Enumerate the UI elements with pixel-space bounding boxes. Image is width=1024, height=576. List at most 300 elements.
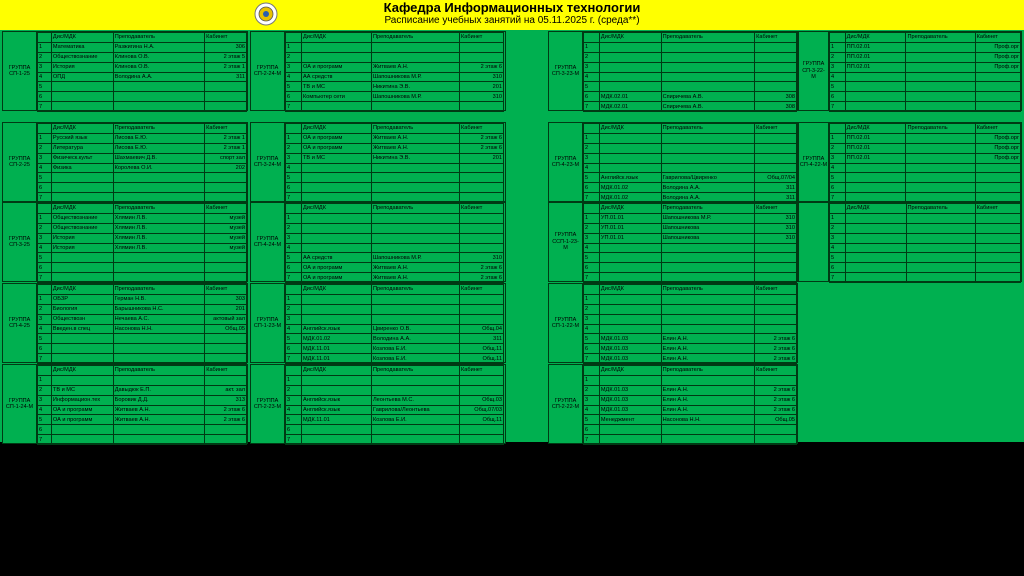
column-header: Преподаватель: [372, 204, 460, 214]
period-number: 6: [286, 263, 302, 273]
teacher-cell: [372, 425, 460, 435]
group-block: [250, 283, 506, 363]
table-row: [830, 102, 1021, 112]
table-header-row: [830, 33, 1021, 43]
room-cell: [975, 102, 1020, 112]
schedule-table: [583, 365, 797, 445]
table-row: [286, 314, 504, 324]
subject-cell: ОА и программ: [51, 405, 113, 415]
room-cell: [460, 42, 504, 52]
header-cell-empty: [830, 204, 846, 214]
period-number: 4: [830, 163, 846, 173]
table-row: [584, 153, 797, 163]
subject-cell: [845, 72, 906, 82]
teacher-cell: [113, 435, 204, 445]
teacher-cell: [661, 72, 755, 82]
room-cell: [975, 263, 1020, 273]
subject-cell: ПП.02.01: [845, 153, 906, 163]
room-cell: 311: [205, 72, 247, 82]
subject-cell: [599, 425, 661, 435]
table-header-row: [38, 285, 247, 295]
table-row: [286, 133, 504, 143]
room-cell: [975, 273, 1020, 283]
period-number: 2: [584, 52, 600, 62]
subject-cell: Английск.язык: [599, 173, 661, 183]
table-row: [584, 435, 797, 445]
teacher-cell: [661, 324, 755, 334]
subject-cell: МДК.01.02: [599, 183, 661, 193]
table-row: [38, 294, 247, 304]
column-header: Преподаватель: [372, 366, 460, 376]
room-cell: 2 этаж 5: [205, 52, 247, 62]
period-number: 6: [38, 92, 52, 102]
header-cell-empty: [38, 33, 52, 43]
subject-cell: МДК.02.01: [599, 92, 661, 102]
teacher-cell: [372, 375, 460, 385]
room-cell: [975, 183, 1020, 193]
schedule-area: [0, 30, 1024, 442]
subject-cell: [599, 263, 661, 273]
teacher-cell: [372, 304, 460, 314]
period-number: 4: [38, 324, 52, 334]
room-cell: [755, 324, 797, 334]
room-cell: [755, 375, 797, 385]
period-number: 3: [584, 314, 600, 324]
teacher-cell: Королева О.И.: [113, 163, 204, 173]
subject-cell: [302, 173, 372, 183]
table-row: [38, 425, 247, 435]
room-cell: Общ.05: [205, 324, 247, 334]
room-cell: [755, 435, 797, 445]
teacher-cell: [372, 233, 460, 243]
subject-cell: [302, 314, 372, 324]
table-row: [286, 233, 504, 243]
subject-cell: [51, 253, 113, 263]
column-header: Кабинет: [460, 124, 504, 134]
room-cell: [205, 273, 247, 283]
period-number: 4: [38, 243, 52, 253]
header-cell-empty: [830, 124, 846, 134]
room-cell: [205, 253, 247, 263]
teacher-cell: [661, 425, 755, 435]
period-number: 7: [286, 193, 302, 203]
period-number: 6: [38, 425, 52, 435]
teacher-cell: Житваев А.Н.: [372, 273, 460, 283]
room-cell: [755, 243, 797, 253]
table-row: [286, 415, 504, 425]
teacher-cell: Житваев А.Н.: [372, 133, 460, 143]
table-row: [830, 173, 1021, 183]
teacher-cell: Володина А.А.: [661, 183, 755, 193]
subject-cell: [51, 173, 113, 183]
room-cell: [755, 62, 797, 72]
teacher-cell: [906, 92, 975, 102]
room-cell: [755, 52, 797, 62]
subject-cell: УП.01.01: [599, 233, 661, 243]
room-cell: 2 этаж 6: [205, 405, 247, 415]
header-cell-empty: [286, 366, 302, 376]
column-header: Дис/МДК: [599, 204, 661, 214]
subject-cell: Английск.язык: [302, 395, 372, 405]
teacher-cell: [661, 435, 755, 445]
column-header: Дис/МДК: [302, 124, 372, 134]
subject-cell: МДК.01.03: [599, 354, 661, 364]
period-number: 6: [286, 425, 302, 435]
group-block: [2, 283, 248, 363]
room-cell: 2 этаж 6: [755, 405, 797, 415]
teacher-cell: Разжигина Н.А.: [113, 42, 204, 52]
teacher-cell: [661, 273, 755, 283]
teacher-cell: [372, 223, 460, 233]
table-row: [584, 314, 797, 324]
table-header-row: [830, 124, 1021, 134]
teacher-cell: [906, 223, 975, 233]
teacher-cell: Елин А.Н.: [661, 354, 755, 364]
room-cell: акт. зал: [205, 385, 247, 395]
subject-cell: Физическ.культ: [51, 153, 113, 163]
period-number: 5: [38, 82, 52, 92]
table-row: [584, 415, 797, 425]
teacher-cell: [113, 334, 204, 344]
room-cell: [205, 425, 247, 435]
column-header: Преподаватель: [661, 124, 755, 134]
group-block: [2, 31, 248, 111]
teacher-cell: Житваев А.Н.: [372, 143, 460, 153]
period-number: 1: [38, 213, 52, 223]
period-number: 2: [830, 223, 846, 233]
subject-cell: [599, 62, 661, 72]
column-header: Преподаватель: [906, 204, 975, 214]
teacher-cell: [906, 243, 975, 253]
subject-cell: История: [51, 243, 113, 253]
period-number: 4: [286, 324, 302, 334]
column-header: Дис/МДК: [51, 366, 113, 376]
room-cell: [975, 163, 1020, 173]
table-row: [830, 243, 1021, 253]
period-number: 4: [584, 243, 600, 253]
room-cell: [975, 223, 1020, 233]
group-label: ГРУППА СП-3-22- М: [799, 32, 829, 110]
period-number: 6: [286, 344, 302, 354]
subject-cell: [599, 435, 661, 445]
subject-cell: АА средств: [302, 72, 372, 82]
period-number: 6: [38, 344, 52, 354]
teacher-cell: [372, 213, 460, 223]
subject-cell: [302, 243, 372, 253]
room-cell: 310: [460, 253, 504, 263]
table-row: [584, 82, 797, 92]
room-cell: [755, 273, 797, 283]
subject-cell: Литература: [51, 143, 113, 153]
header-cell-empty: [830, 33, 846, 43]
room-cell: Проф.орг: [975, 143, 1020, 153]
table-row: [38, 163, 247, 173]
group-label: ГРУППА СП-4-25: [3, 284, 37, 362]
room-cell: [755, 153, 797, 163]
subject-cell: ОА и программ: [302, 62, 372, 72]
header-cell-empty: [286, 33, 302, 43]
table-row: [38, 102, 247, 112]
teacher-cell: [372, 314, 460, 324]
subject-cell: Обществознание: [51, 213, 113, 223]
column-header: Кабинет: [205, 124, 247, 134]
period-number: 5: [584, 415, 600, 425]
schedule-table: [285, 203, 504, 283]
table-header-row: [584, 366, 797, 376]
teacher-cell: Клинова О.В.: [113, 52, 204, 62]
room-cell: [975, 253, 1020, 263]
room-cell: 2 этаж 6: [205, 415, 247, 425]
group-label: ГРУППА СП-2-23-М: [251, 365, 285, 443]
period-number: 7: [38, 102, 52, 112]
room-cell: [460, 294, 504, 304]
teacher-cell: Лисова Е.Ю.: [113, 143, 204, 153]
teacher-cell: Хлямин Л.В.: [113, 223, 204, 233]
room-cell: 306: [205, 42, 247, 52]
schedule-table: [37, 32, 247, 112]
room-cell: музей: [205, 223, 247, 233]
teacher-cell: [113, 375, 204, 385]
subject-cell: [51, 273, 113, 283]
subject-cell: ОА и программ: [302, 143, 372, 153]
room-cell: [460, 243, 504, 253]
column-header: Кабинет: [755, 366, 797, 376]
column-header: Преподаватель: [372, 33, 460, 43]
subject-cell: Обществозн: [51, 314, 113, 324]
subject-cell: Обществознание: [51, 223, 113, 233]
period-number: 2: [286, 143, 302, 153]
table-row: [286, 425, 504, 435]
subject-cell: [599, 304, 661, 314]
subject-cell: [599, 153, 661, 163]
table-row: [584, 233, 797, 243]
table-row: [286, 62, 504, 72]
table-row: [38, 183, 247, 193]
subject-cell: [51, 92, 113, 102]
header-cell-empty: [38, 285, 52, 295]
subject-cell: [302, 183, 372, 193]
period-number: 7: [286, 273, 302, 283]
period-number: 5: [38, 173, 52, 183]
room-cell: [755, 304, 797, 314]
table-row: [38, 435, 247, 445]
period-number: 2: [286, 52, 302, 62]
table-row: [584, 223, 797, 233]
subject-cell: [599, 163, 661, 173]
table-row: [584, 375, 797, 385]
teacher-cell: [906, 42, 975, 52]
column-header: Дис/МДК: [51, 204, 113, 214]
period-number: 1: [286, 294, 302, 304]
teacher-cell: [113, 425, 204, 435]
period-number: 1: [38, 294, 52, 304]
period-number: 3: [286, 62, 302, 72]
teacher-cell: Барышникова Н.С.: [113, 304, 204, 314]
teacher-cell: [906, 153, 975, 163]
room-cell: 202: [205, 163, 247, 173]
teacher-cell: Елин А.Н.: [661, 385, 755, 395]
group-label: ГРУППА СП-1-22-М: [549, 284, 583, 362]
room-cell: [755, 133, 797, 143]
period-number: 1: [286, 133, 302, 143]
subject-cell: [302, 233, 372, 243]
table-row: [830, 183, 1021, 193]
period-number: 7: [584, 273, 600, 283]
room-cell: [460, 213, 504, 223]
teacher-cell: [906, 52, 975, 62]
teacher-cell: Давыдюк Е.П.: [113, 385, 204, 395]
room-cell: 313: [205, 395, 247, 405]
table-row: [38, 223, 247, 233]
room-cell: [460, 385, 504, 395]
room-cell: музей: [205, 233, 247, 243]
teacher-cell: [906, 273, 975, 283]
subject-cell: Биология: [51, 304, 113, 314]
subject-cell: [845, 92, 906, 102]
column-header: Преподаватель: [661, 285, 755, 295]
table-row: [38, 385, 247, 395]
subject-cell: МДК.11.01: [302, 415, 372, 425]
table-row: [286, 253, 504, 263]
room-cell: [975, 233, 1020, 243]
teacher-cell: [661, 163, 755, 173]
table-row: [286, 173, 504, 183]
room-cell: [205, 92, 247, 102]
subject-cell: [51, 425, 113, 435]
period-number: 1: [584, 133, 600, 143]
period-number: 6: [584, 344, 600, 354]
column-header: Дис/МДК: [599, 366, 661, 376]
room-cell: актовый зал: [205, 314, 247, 324]
table-row: [830, 153, 1021, 163]
table-row: [38, 92, 247, 102]
period-number: 4: [38, 72, 52, 82]
teacher-cell: [906, 82, 975, 92]
teacher-cell: [906, 173, 975, 183]
table-row: [38, 375, 247, 385]
column-header: Преподаватель: [661, 33, 755, 43]
column-header: Кабинет: [205, 204, 247, 214]
subject-cell: ПП.02.01: [845, 62, 906, 72]
period-number: 2: [286, 385, 302, 395]
teacher-cell: Насонова Н.Н.: [661, 415, 755, 425]
column-header: Дис/МДК: [845, 33, 906, 43]
table-row: [38, 395, 247, 405]
teacher-cell: [372, 173, 460, 183]
subject-cell: Обществознание: [51, 52, 113, 62]
table-row: [286, 354, 504, 364]
table-row: [38, 324, 247, 334]
table-row: [38, 344, 247, 354]
group-label: [799, 203, 829, 281]
teacher-cell: [372, 42, 460, 52]
teacher-cell: Козлова Е.И.: [372, 344, 460, 354]
teacher-cell: [113, 263, 204, 273]
period-number: 5: [38, 253, 52, 263]
room-cell: Проф.орг: [975, 42, 1020, 52]
room-cell: [205, 183, 247, 193]
period-number: 3: [584, 233, 600, 243]
teacher-cell: [906, 213, 975, 223]
period-number: 2: [38, 304, 52, 314]
room-cell: [205, 334, 247, 344]
teacher-cell: [113, 273, 204, 283]
period-number: 4: [286, 405, 302, 415]
period-number: 2: [584, 223, 600, 233]
room-cell: [755, 72, 797, 82]
subject-cell: [51, 102, 113, 112]
table-header-row: [38, 204, 247, 214]
room-cell: 2 этаж 6: [755, 334, 797, 344]
subject-cell: [845, 233, 906, 243]
period-number: 6: [830, 263, 846, 273]
column-header: Преподаватель: [113, 124, 204, 134]
table-row: [38, 354, 247, 364]
room-cell: [755, 42, 797, 52]
header-cell-empty: [286, 124, 302, 134]
table-row: [830, 143, 1021, 153]
table-row: [830, 42, 1021, 52]
group-block: [548, 283, 798, 363]
table-row: [830, 213, 1021, 223]
table-header-row: [38, 366, 247, 376]
period-number: 2: [286, 304, 302, 314]
period-number: 6: [584, 92, 600, 102]
group-label: ГРУППА СП-1-24-М: [3, 365, 37, 443]
subject-cell: [599, 314, 661, 324]
room-cell: [460, 314, 504, 324]
group-block: [2, 122, 248, 202]
subject-cell: [302, 52, 372, 62]
teacher-cell: [661, 143, 755, 153]
subject-cell: Английск.язык: [302, 324, 372, 334]
period-number: 5: [830, 173, 846, 183]
subject-cell: [599, 324, 661, 334]
table-row: [584, 102, 797, 112]
teacher-cell: Елин А.Н.: [661, 334, 755, 344]
subject-cell: ОА и программ: [302, 133, 372, 143]
group-label: ГРУППА СП-2-25: [3, 123, 37, 201]
table-row: [830, 263, 1021, 273]
period-number: 5: [286, 253, 302, 263]
subject-cell: [845, 223, 906, 233]
column-header: Кабинет: [755, 33, 797, 43]
group-block: [2, 364, 248, 444]
subject-cell: Введен.в спец: [51, 324, 113, 334]
room-cell: [460, 163, 504, 173]
room-cell: музей: [205, 213, 247, 223]
header-cell-empty: [38, 124, 52, 134]
schedule-table: [829, 203, 1021, 283]
subject-cell: УП.01.01: [599, 213, 661, 223]
table-row: [584, 294, 797, 304]
table-row: [286, 324, 504, 334]
period-number: 6: [286, 92, 302, 102]
room-cell: [205, 102, 247, 112]
period-number: 5: [286, 415, 302, 425]
table-row: [830, 52, 1021, 62]
group-block: [2, 202, 248, 282]
table-row: [584, 92, 797, 102]
schedule-table: [829, 32, 1021, 112]
room-cell: 310: [755, 213, 797, 223]
teacher-cell: [906, 163, 975, 173]
subject-cell: МДК.01.03: [599, 405, 661, 415]
room-cell: 2 этаж 6: [460, 133, 504, 143]
table-row: [286, 344, 504, 354]
room-cell: [205, 344, 247, 354]
teacher-cell: [906, 253, 975, 263]
